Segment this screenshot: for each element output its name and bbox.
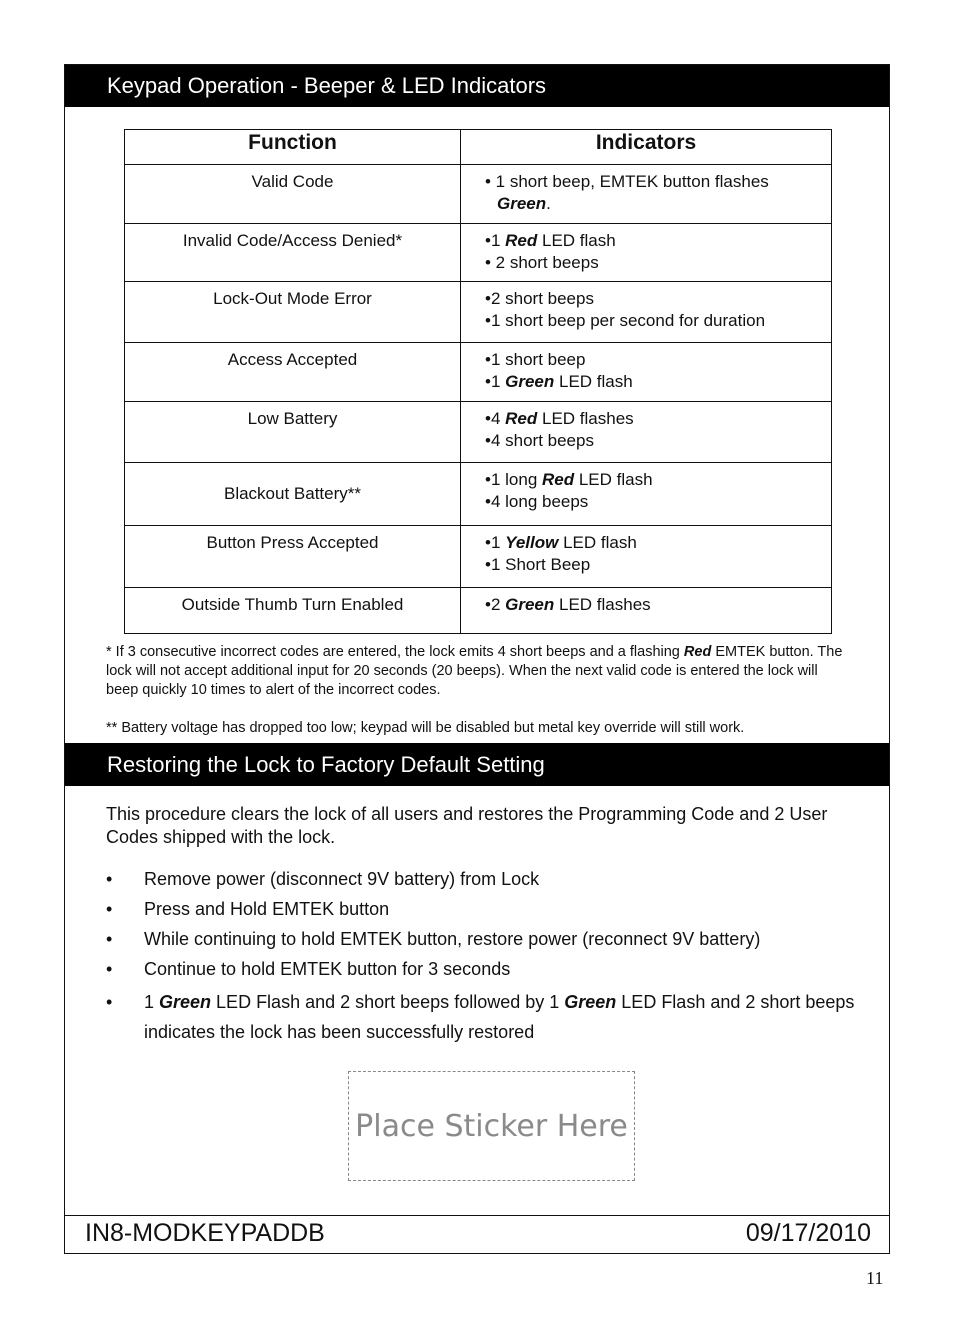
color-word: Yellow xyxy=(505,533,559,552)
function-cell: Invalid Code/Access Denied* xyxy=(125,224,461,282)
indicator-cell xyxy=(461,343,832,402)
indicator-text: LED flash xyxy=(574,470,653,489)
indicator-line xyxy=(485,594,831,616)
function-cell: Low Battery xyxy=(125,402,461,463)
indicator-line: •4 short beeps xyxy=(485,431,594,450)
column-header-indicators: Indicators xyxy=(461,130,832,165)
bullet: • xyxy=(106,929,113,949)
table-row xyxy=(125,282,832,343)
step-text: 1 xyxy=(144,992,160,1012)
step-text: While continuing to hold EMTEK button, restore power (reconnect 9V battery) xyxy=(144,929,761,949)
color-word: Green xyxy=(505,595,555,614)
column-header-function: Function xyxy=(125,130,461,165)
sticker-label: Place Sticker Here xyxy=(355,1109,628,1144)
function-cell: Button Press Accepted xyxy=(125,526,461,588)
color-word: Red xyxy=(505,231,538,250)
indicator-text: •1 xyxy=(485,231,506,250)
color-word: Green xyxy=(497,194,547,213)
indicator-line: •4 long beeps xyxy=(485,492,589,511)
reset-intro: This procedure clears the lock of all users and restores the Programming Code and 2 User Codes shipped with the lock. xyxy=(106,804,828,847)
page-number: 11 xyxy=(866,1268,884,1288)
indicator-text: LED flashes xyxy=(554,595,651,614)
indicator-table xyxy=(124,129,832,634)
indicator-line xyxy=(485,230,831,252)
indicator-line xyxy=(485,469,831,491)
table-row xyxy=(125,165,832,224)
reset-steps xyxy=(106,867,866,1047)
table-row xyxy=(125,588,832,634)
section-header-factory-reset: Restoring the Lock to Factory Default Setting xyxy=(65,743,889,786)
section-header-keypad: Keypad Operation - Beeper & LED Indicators xyxy=(65,65,889,107)
table-row xyxy=(125,402,832,463)
indicator-cell xyxy=(461,526,832,588)
table-header-row xyxy=(125,130,832,165)
bullet: • xyxy=(106,869,113,889)
footnote-text: EMTEK button. The lock will not accept additional input for 20 seconds (20 beeps). When the next valid code is entered the lock will beep quickly 10 times to alert of the incorrect codes. xyxy=(106,644,843,698)
indicator-line: •1 short beep per second for duration xyxy=(485,311,766,330)
step-text: Continue to hold EMTEK button for 3 seconds xyxy=(144,959,511,979)
indicator-cell xyxy=(461,165,832,224)
list-item xyxy=(106,897,866,927)
list-item xyxy=(106,927,866,957)
indicator-text: •1 long xyxy=(485,470,542,489)
function-cell: Valid Code xyxy=(125,165,461,224)
sticker-placeholder xyxy=(348,1071,635,1181)
page-frame xyxy=(64,64,890,1254)
color-word: Green xyxy=(564,992,617,1012)
indicator-line xyxy=(485,371,831,393)
indicator-cell xyxy=(461,402,832,463)
function-cell: Lock-Out Mode Error xyxy=(125,282,461,343)
function-cell: Access Accepted xyxy=(125,343,461,402)
step-text: LED Flash and 2 short beeps followed by 1 xyxy=(211,992,565,1012)
indicator-text: •1 xyxy=(485,372,506,391)
step-text: Press and Hold EMTEK button xyxy=(144,899,390,919)
indicator-text: LED flashes xyxy=(537,409,634,428)
indicator-line xyxy=(485,408,831,430)
indicator-line xyxy=(485,193,831,215)
table-row xyxy=(125,343,832,402)
indicator-cell xyxy=(461,282,832,343)
indicator-line: •2 short beeps xyxy=(485,289,594,308)
list-item xyxy=(106,987,866,1047)
table-row xyxy=(125,463,832,526)
table-row xyxy=(125,224,832,282)
indicator-text: LED flash xyxy=(558,533,637,552)
revision-date: 09/17/2010 xyxy=(745,1219,871,1247)
bullet: • xyxy=(106,959,113,979)
indicator-line xyxy=(485,532,831,554)
indicator-line: •1 short beep xyxy=(485,350,586,369)
step-text: Remove power (disconnect 9V battery) from Lock xyxy=(144,869,540,889)
indicator-text: LED flash xyxy=(554,372,633,391)
function-cell: Outside Thumb Turn Enabled xyxy=(125,588,461,634)
indicator-line: • 1 short beep, EMTEK button flashes xyxy=(485,172,769,191)
footnote-text: * If 3 consecutive incorrect codes are entered, the lock emits 4 short beeps and a flashing xyxy=(106,644,684,660)
color-word: Red xyxy=(683,644,712,660)
model-number: IN8-MODKEYPADDB xyxy=(85,1219,325,1247)
color-word: Red xyxy=(542,470,575,489)
footnote-battery: ** Battery voltage has dropped too low; keypad will be disabled but metal key override will still work. xyxy=(106,720,745,736)
indicator-line: •1 Short Beep xyxy=(485,555,591,574)
indicator-text: •1 xyxy=(485,533,506,552)
indicator-cell xyxy=(461,224,832,282)
color-word: Green xyxy=(159,992,212,1012)
indicator-line: • 2 short beeps xyxy=(485,253,599,272)
indicator-text: •4 xyxy=(485,409,506,428)
function-cell: Blackout Battery** xyxy=(125,463,461,526)
list-item xyxy=(106,867,866,897)
bullet: • xyxy=(106,992,113,1012)
indicator-text: •2 xyxy=(485,595,506,614)
list-item xyxy=(106,957,866,987)
color-word: Red xyxy=(505,409,538,428)
indicator-cell xyxy=(461,463,832,526)
footnote-invalid-code xyxy=(106,643,846,700)
indicator-cell xyxy=(461,588,832,634)
footnotes xyxy=(106,643,846,738)
color-word: Green xyxy=(505,372,555,391)
footer-divider xyxy=(65,1215,889,1216)
table-row xyxy=(125,526,832,588)
indicator-text: . xyxy=(546,194,551,213)
indicator-text: LED flash xyxy=(537,231,616,250)
bullet: • xyxy=(106,899,113,919)
step-text: LED Flash and 2 short beeps indicates the lock has been successfully restored xyxy=(144,992,855,1042)
